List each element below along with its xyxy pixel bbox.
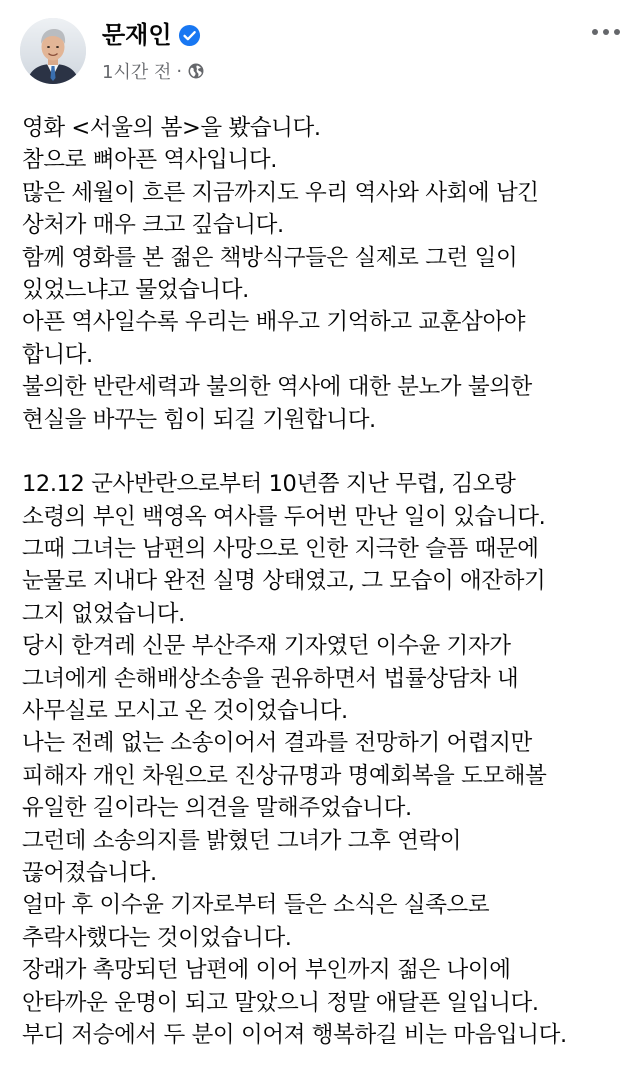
- post-text: [22, 112, 628, 1051]
- text-line: 합니다.: [22, 341, 93, 368]
- text-line: 상처가 매우 크고 깊습니다.: [22, 212, 284, 239]
- post-header: [0, 0, 640, 100]
- more-dot: [614, 29, 620, 35]
- text-line: 많은 세월이 흐른 지금까지도 우리 역사와 사회에 남긴: [22, 179, 539, 206]
- text-line: 나는 전례 없는 소송이어서 결과를 전망하기 어렵지만: [22, 730, 532, 757]
- text-line: 유일한 길이라는 의견을 말해주었습니다.: [22, 795, 412, 822]
- verified-badge-icon: [178, 24, 201, 47]
- post-meta: [102, 58, 205, 84]
- text-line: 부디 저승에서 두 분이 이어져 행복하길 비는 마음입니다.: [22, 1021, 567, 1048]
- text-line: 끊어졌습니다.: [22, 859, 157, 886]
- text-line: 얼마 후 이수윤 기자로부터 들은 소식은 실족으로: [22, 892, 490, 919]
- text-line: 추락사했다는 것이었습니다.: [22, 924, 292, 951]
- author-avatar[interactable]: [20, 18, 86, 84]
- text-line: 피해자 개인 차원으로 진상규명과 명예회복을 도모해볼: [22, 762, 547, 789]
- text-line: 그녀에게 손해배상소송을 권유하면서 법률상담차 내: [22, 665, 519, 692]
- text-line: 그런데 소송의지를 밝혔던 그녀가 그후 연락이: [22, 827, 462, 854]
- text-line: 안타까운 운명이 되고 말았으니 정말 애달픈 일입니다.: [22, 989, 539, 1016]
- more-dot: [592, 29, 598, 35]
- more-options-icon[interactable]: [592, 22, 620, 42]
- text-line: 있었느냐고 물었습니다.: [22, 276, 249, 303]
- paragraph-1: [22, 112, 628, 436]
- text-line: 소령의 부인 백영옥 여사를 두어번 만난 일이 있습니다.: [22, 503, 546, 530]
- text-line: 영화 <서울의 봄>을 봤습니다.: [22, 115, 321, 141]
- text-line: 장래가 촉망되던 남편에 이어 부인까지 젊은 나이에: [22, 957, 511, 984]
- text-line: 그지 없었습니다.: [22, 600, 185, 627]
- author-name[interactable]: 문재인: [102, 21, 172, 49]
- more-dot: [603, 29, 609, 35]
- avatar-portrait-image: [20, 18, 86, 84]
- text-line: 사무실로 모시고 온 것이었습니다.: [22, 698, 348, 725]
- paragraph-gap: [22, 436, 628, 468]
- text-line: 눈물로 지내다 완전 실명 상태였고, 그 모습이 애잔하기: [22, 568, 546, 595]
- text-line: 함께 영화를 본 젊은 책방식구들은 실제로 그런 일이: [22, 244, 518, 271]
- paragraph-2: [22, 468, 628, 1051]
- text-line: 그때 그녀는 남편의 사망으로 인한 지극한 슬픔 때문에: [22, 536, 539, 563]
- meta-separator: ·: [176, 60, 183, 82]
- globe-icon[interactable]: [187, 62, 205, 80]
- text-line: 12.12 군사반란으로부터 10년쯤 지난 무렵, 김오랑: [22, 471, 516, 498]
- text-line: 당시 한겨레 신문 부산주재 기자였던 이수윤 기자가: [22, 633, 511, 660]
- text-line: 불의한 반란세력과 불의한 역사에 대한 분노가 불의한: [22, 374, 532, 401]
- text-line: 참으로 뼈아픈 역사입니다.: [22, 147, 277, 174]
- text-line: 현실을 바꾸는 힘이 되길 기원합니다.: [22, 406, 376, 433]
- text-line: 아픈 역사일수록 우리는 배우고 기억하고 교훈삼아야: [22, 309, 526, 336]
- post-timestamp[interactable]: 1시간 전: [102, 62, 172, 83]
